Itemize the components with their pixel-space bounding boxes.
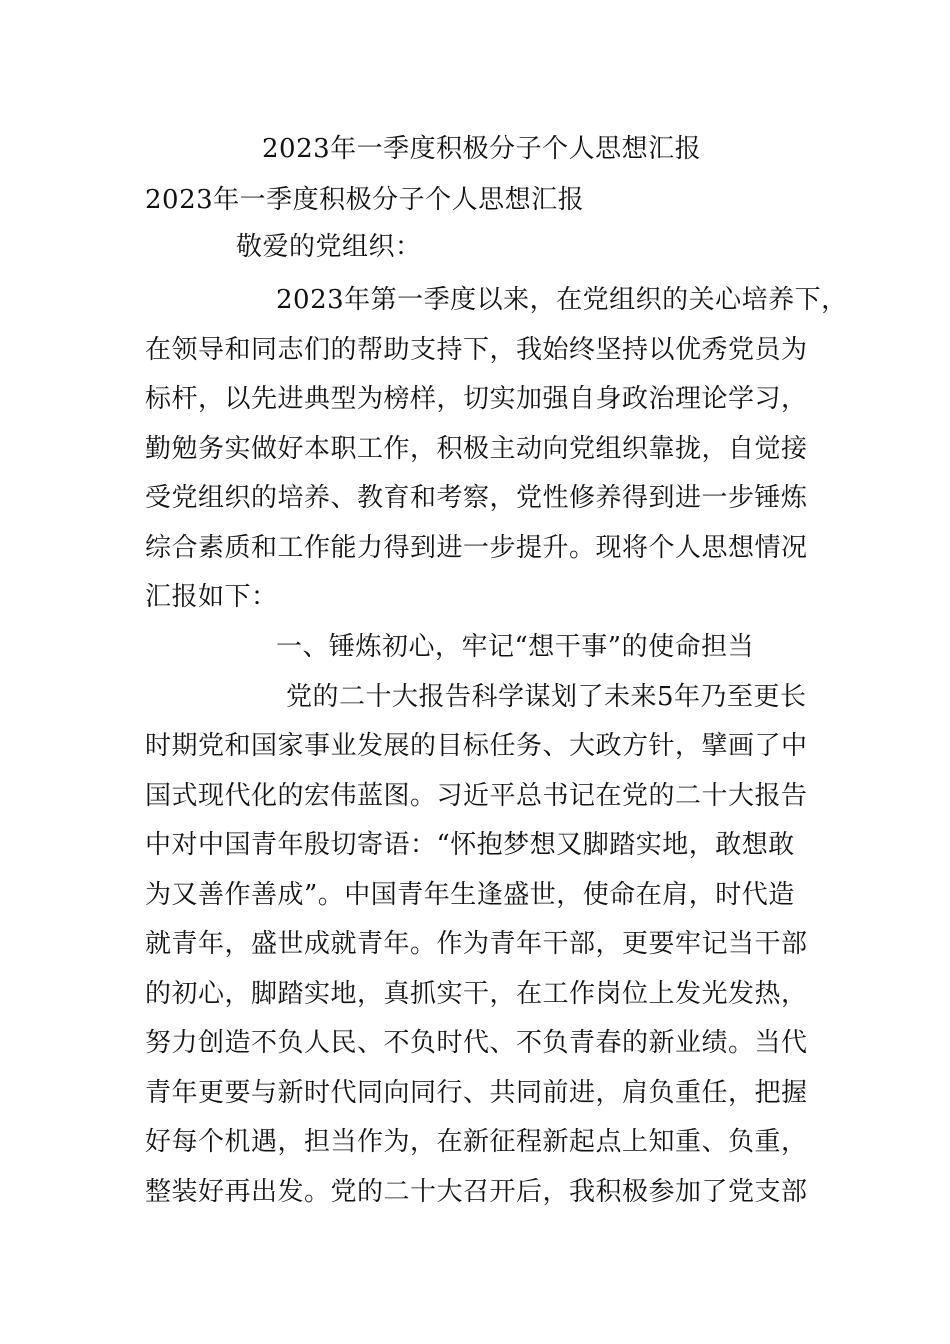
paragraph-2-line: 整装好再出发。党的二十大召开后，我积极参加了党支部 [145,1177,808,1207]
paragraph-2-line: 时期党和国家事业发展的目标任务、大政方针，擘画了中 [145,731,808,761]
paragraph-2-line: 青年更要与新时代同向同行、共同前进，肩负重任，把握 [145,1078,808,1108]
paragraph-2-line: 党的二十大报告科学谋划了未来5年乃至更长 [286,682,807,712]
paragraph-1-line: 综合素质和工作能力得到进一步提升。现将个人思想情况 [145,533,808,563]
salutation: 敬爱的党组织： [236,232,422,262]
paragraph-1-line: 在领导和同志们的帮助支持下，我始终坚持以优秀党员为 [145,335,808,365]
paragraph-1-line: 标杆，以先进典型为榜样，切实加强自身政治理论学习， [145,384,808,414]
paragraph-2-line: 中对中国青年殷切寄语：“怀抱梦想又脚踏实地，敢想敢 [145,830,795,860]
paragraph-2-line: 为又善作善成”。中国青年生逢盛世，使命在肩，时代造 [145,880,795,910]
document-subtitle: 2023年一季度积极分子个人思想汇报 [145,185,585,215]
paragraph-2-line: 国式现代化的宏伟蓝图。习近平总书记在党的二十大报告 [145,781,808,811]
section-1-heading: 一、锤炼初心，牢记“想干事”的使命担当 [276,632,755,662]
paragraph-2-line: 的初心，脚踏实地，真抓实干，在工作岗位上发光发热， [145,979,808,1009]
document-title: 2023年一季度积极分子个人思想汇报 [262,134,702,164]
paragraph-1-line: 汇报如下： [145,582,278,612]
paragraph-2-line: 好每个机遇，担当作为，在新征程新起点上知重、负重， [145,1127,808,1157]
paragraph-2-line: 努力创造不负人民、不负时代、不负青春的新业绩。当代 [145,1028,808,1058]
paragraph-1-line: 受党组织的培养、教育和考察，党性修养得到进一步锤炼 [145,483,808,513]
paragraph-2-line: 就青年，盛世成就青年。作为青年干部，更要牢记当干部 [145,929,808,959]
paragraph-1-line: 勤勉务实做好本职工作，积极主动向党组织靠拢，自觉接 [145,434,808,464]
paragraph-1-line: 2023年第一季度以来，在党组织的关心培养下， [276,285,848,315]
